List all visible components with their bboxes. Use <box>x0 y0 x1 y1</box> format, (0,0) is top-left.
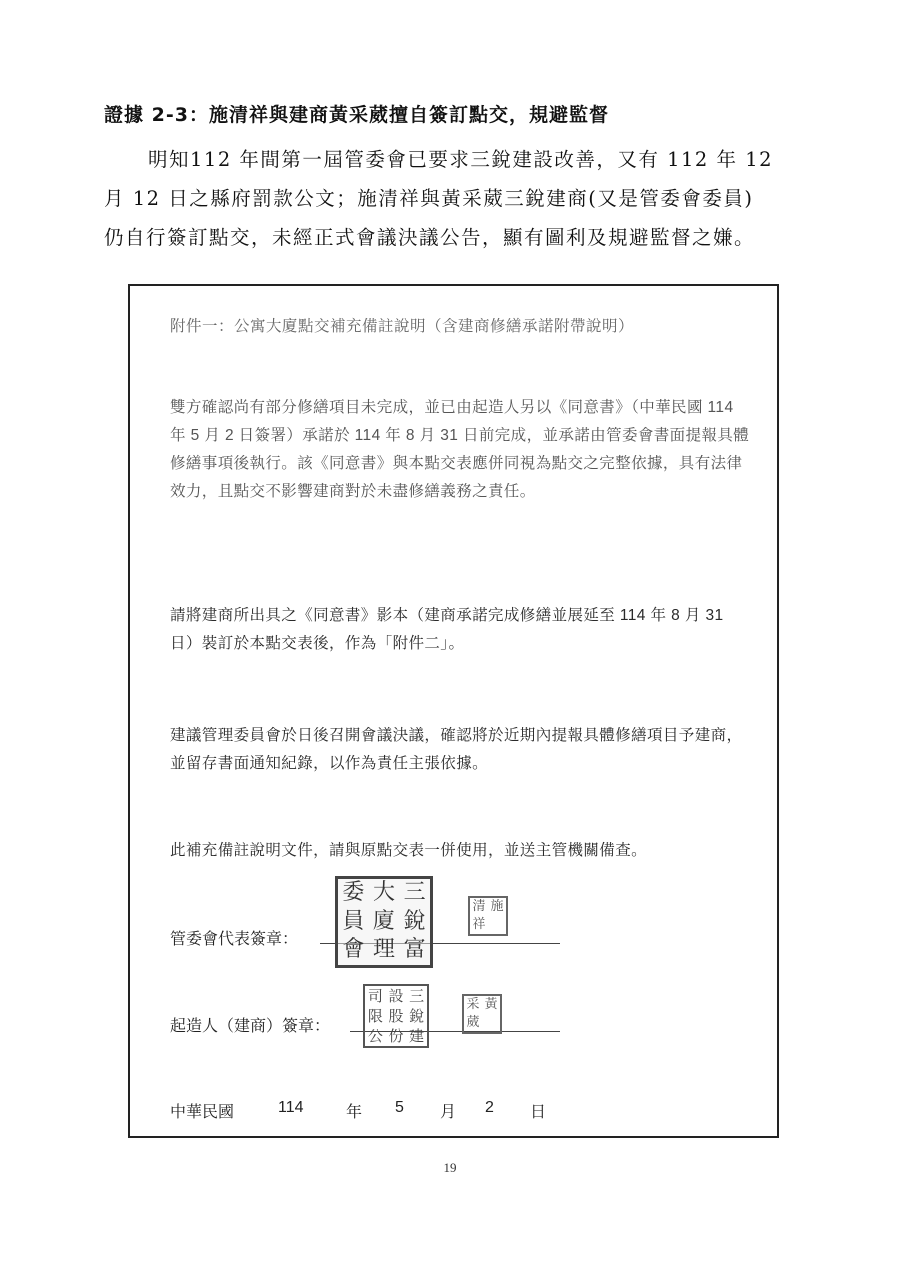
seal-char <box>488 916 506 934</box>
attachment-para-1: 雙方確認尚有部分修繕項目未完成，並已由起造人另以《同意書》（中華民國 114 年 5 月 2 日簽署）承諾於 114 年 8 月 31 日前完成，並承諾由管委會書面提報具體修繕事項後執行。該《同意書》與本點交表應併同視為點交之完整依據，具有法律效力，且點交不影響建商對於未盡修繕義務之責任。 <box>170 399 750 500</box>
date-day-unit: 日 <box>530 1104 547 1121</box>
date-year: 114 <box>278 1099 304 1116</box>
body-line-2: 月 12 日之縣府罰款公文；施清祥與黃采葳三銳建商(又是管委會委員) <box>104 187 754 210</box>
seal-char: 委 <box>342 880 365 905</box>
body-paragraph <box>104 140 824 257</box>
attachment-para-2: 請將建商所出具之《同意書》影本（建商承諾完成修繕並展延至 114 年 8 月 31 日）裝訂於本點交表後，作為「附件二」。 <box>170 607 724 652</box>
seal-char: 采 <box>466 997 480 1012</box>
seal-char: 會 <box>342 937 365 963</box>
seal-char: 三 <box>403 880 426 905</box>
seal-char: 廈 <box>372 908 395 934</box>
attachment-document <box>128 284 779 1138</box>
date-month: 5 <box>395 1099 404 1116</box>
seal-char: 份 <box>388 1027 404 1045</box>
seal-char: 祥 <box>472 917 486 932</box>
evidence-heading: 證據 2-3：施清祥與建商黃采葳擅自簽訂點交，規避監督 <box>104 104 609 126</box>
seal-char: 清 <box>472 899 486 914</box>
date-prefix: 中華民國 <box>170 1104 235 1121</box>
attachment-para-4: 此補充備註說明文件，請與原點交表一併使用，並送主管機關備查。 <box>170 842 648 859</box>
developer-person-seal <box>462 994 502 1034</box>
seal-char <box>482 1014 500 1032</box>
seal-char: 葳 <box>466 1015 480 1030</box>
seal-char: 大 <box>372 880 395 905</box>
developer-company-seal <box>363 984 429 1048</box>
body-line-1: 明知112 年間第一屆管委會已要求三銳建設改善，又有 112 年 12 <box>148 148 774 171</box>
developer-signature-label: 起造人（建商）簽章： <box>170 1018 331 1035</box>
seal-char: 員 <box>342 908 365 934</box>
date-year-unit: 年 <box>346 1104 363 1121</box>
seal-char: 設 <box>388 987 404 1005</box>
attachment-title: 附件一：公寓大廈點交補充備註說明（含建商修繕承諾附帶說明） <box>170 318 635 335</box>
seal-char: 限 <box>367 1007 383 1025</box>
seal-char: 建 <box>409 1027 425 1045</box>
seal-char: 銳 <box>409 1007 425 1025</box>
committee-seal <box>335 876 433 968</box>
body-line-3: 仍自行簽訂點交，未經正式會議決議公告，顯有圖利及規避監督之嫌。 <box>104 226 756 249</box>
seal-char: 股 <box>388 1007 404 1025</box>
seal-char: 理 <box>372 937 395 963</box>
seal-char: 公 <box>367 1027 383 1045</box>
date-day: 2 <box>485 1099 494 1116</box>
committee-signature-label: 管委會代表簽章： <box>170 931 299 948</box>
seal-char: 黃 <box>484 997 498 1012</box>
seal-char: 司 <box>367 987 383 1005</box>
date-month-unit: 月 <box>440 1104 457 1121</box>
seal-char: 三 <box>409 987 425 1005</box>
seal-char: 施 <box>490 899 504 914</box>
representative-seal <box>468 896 508 936</box>
seal-char: 富 <box>403 937 426 963</box>
seal-char: 銳 <box>403 908 426 934</box>
attachment-para-3: 建議管理委員會於日後召開會議決議，確認將於近期內提報具體修繕項目予建商，並留存書面通知紀錄，以作為責任主張依據。 <box>170 727 743 772</box>
page-number: 19 <box>443 1160 457 1175</box>
